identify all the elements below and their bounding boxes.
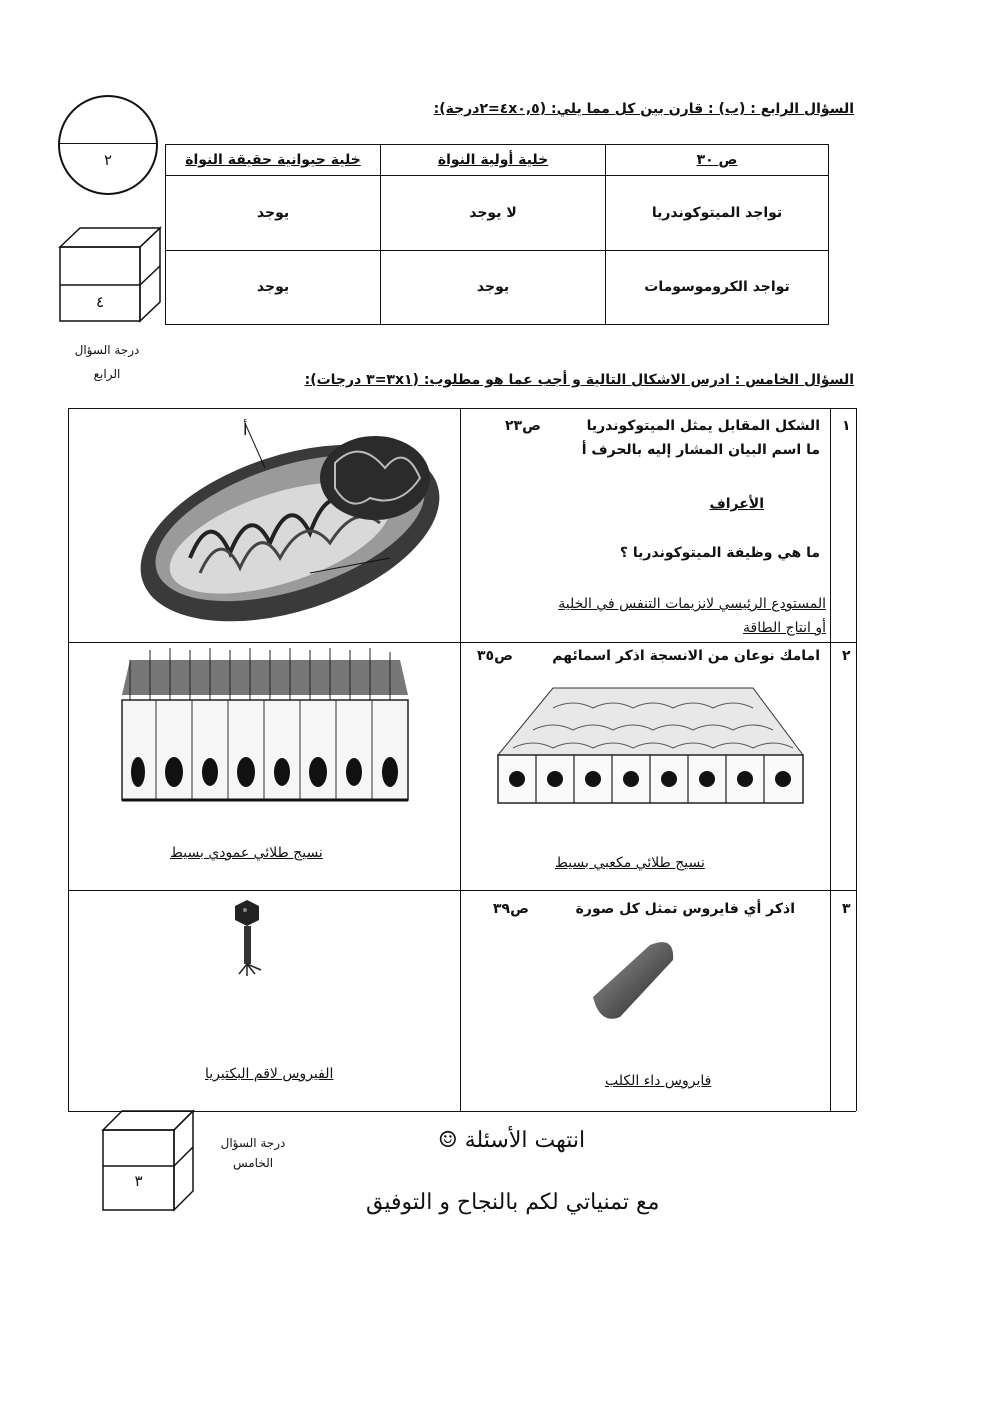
item1-line1: الشكل المقابل يمثل الميتوكوندريا [586, 418, 820, 434]
item3-answer-right: فايروس داء الكلب [605, 1073, 712, 1089]
q5-title: السؤال الخامس : ادرس الاشكال التالية و أجب عما هو مطلوب: (٣x١=٣ درجات): [304, 372, 854, 388]
q4-title: السؤال الرابع : (ب) : قارن بين كل مما يلي: (٤x٠,٥=٢درجة): [433, 101, 854, 117]
item1-answer1: الأعراف [709, 496, 764, 512]
label-letter-a: أ [243, 420, 248, 439]
table-header: ص ٣٠ [606, 145, 829, 176]
table-cell: لا يوجد [381, 176, 606, 251]
item2-page: ص٣٥ [477, 648, 513, 664]
q5-score-box [98, 1108, 198, 1214]
columnar-tissue-image [120, 640, 410, 805]
item1-answer2b: أو انتاج الطاقة [743, 620, 826, 636]
cuboidal-tissue-image [493, 680, 808, 810]
table-cell: تواجد الكروموسومات [606, 250, 829, 325]
q4-score-label-2: الرابع [93, 367, 121, 381]
item3-page: ص٣٩ [493, 901, 529, 917]
item-number: ٢ [842, 648, 851, 664]
table-cell: يوجد [381, 250, 606, 325]
q4-circle-score: ٢ [103, 151, 113, 169]
table-header: خلية أولية النواة [381, 145, 606, 176]
closing-line-2: مع تمنياتي لكم بالنجاح و التوفيق [366, 1190, 660, 1215]
item-number: ١ [842, 418, 851, 434]
q5-score-label: درجة السؤال [220, 1136, 286, 1150]
table-cell: تواجد الميتوكوندريا [606, 176, 829, 251]
item-number: ٣ [842, 901, 851, 917]
q4-comparison-table [165, 144, 829, 325]
item1-line2: ما اسم البيان المشار إليه بالحرف أ [581, 442, 820, 458]
q5-box-score: ٣ [134, 1172, 143, 1190]
closing-line-1: انتهت الأسئلة ☺ [438, 1128, 586, 1153]
item3-answer-left: الفيروس لاقم البكتيريا [205, 1066, 334, 1082]
q5-score-label-2: الخامس [232, 1156, 274, 1170]
q4-score-circle [58, 95, 158, 195]
item1-line3: ما هي وظيفة الميتوكوندريا ؟ [619, 545, 820, 561]
item1-page: ص٢٣ [505, 418, 541, 434]
rabies-virus-image [585, 935, 685, 1025]
table-cell: يوجد [166, 176, 381, 251]
item2-answer-right: نسيج طلائي مكعبي بسيط [555, 855, 705, 871]
item2-answer-left: نسيج طلائي عمودي بسيط [170, 845, 323, 861]
table-header: خلية حيوانية حقيقة النواة [166, 145, 381, 176]
item1-answer2a: المستودع الرئيسي لانزيمات التنفس في الخلية [558, 596, 826, 612]
item3-line1: اذكر أي فايروس تمثل كل صورة [575, 901, 795, 917]
q4-score-label: درجة السؤال [74, 343, 140, 357]
item2-line1: امامك نوعان من الانسجة اذكر اسمائهم [552, 648, 820, 664]
mitochondria-image [130, 418, 460, 628]
table-cell: يوجد [166, 250, 381, 325]
q4-box-score: ٤ [95, 293, 105, 311]
bacteriophage-image [225, 898, 270, 978]
